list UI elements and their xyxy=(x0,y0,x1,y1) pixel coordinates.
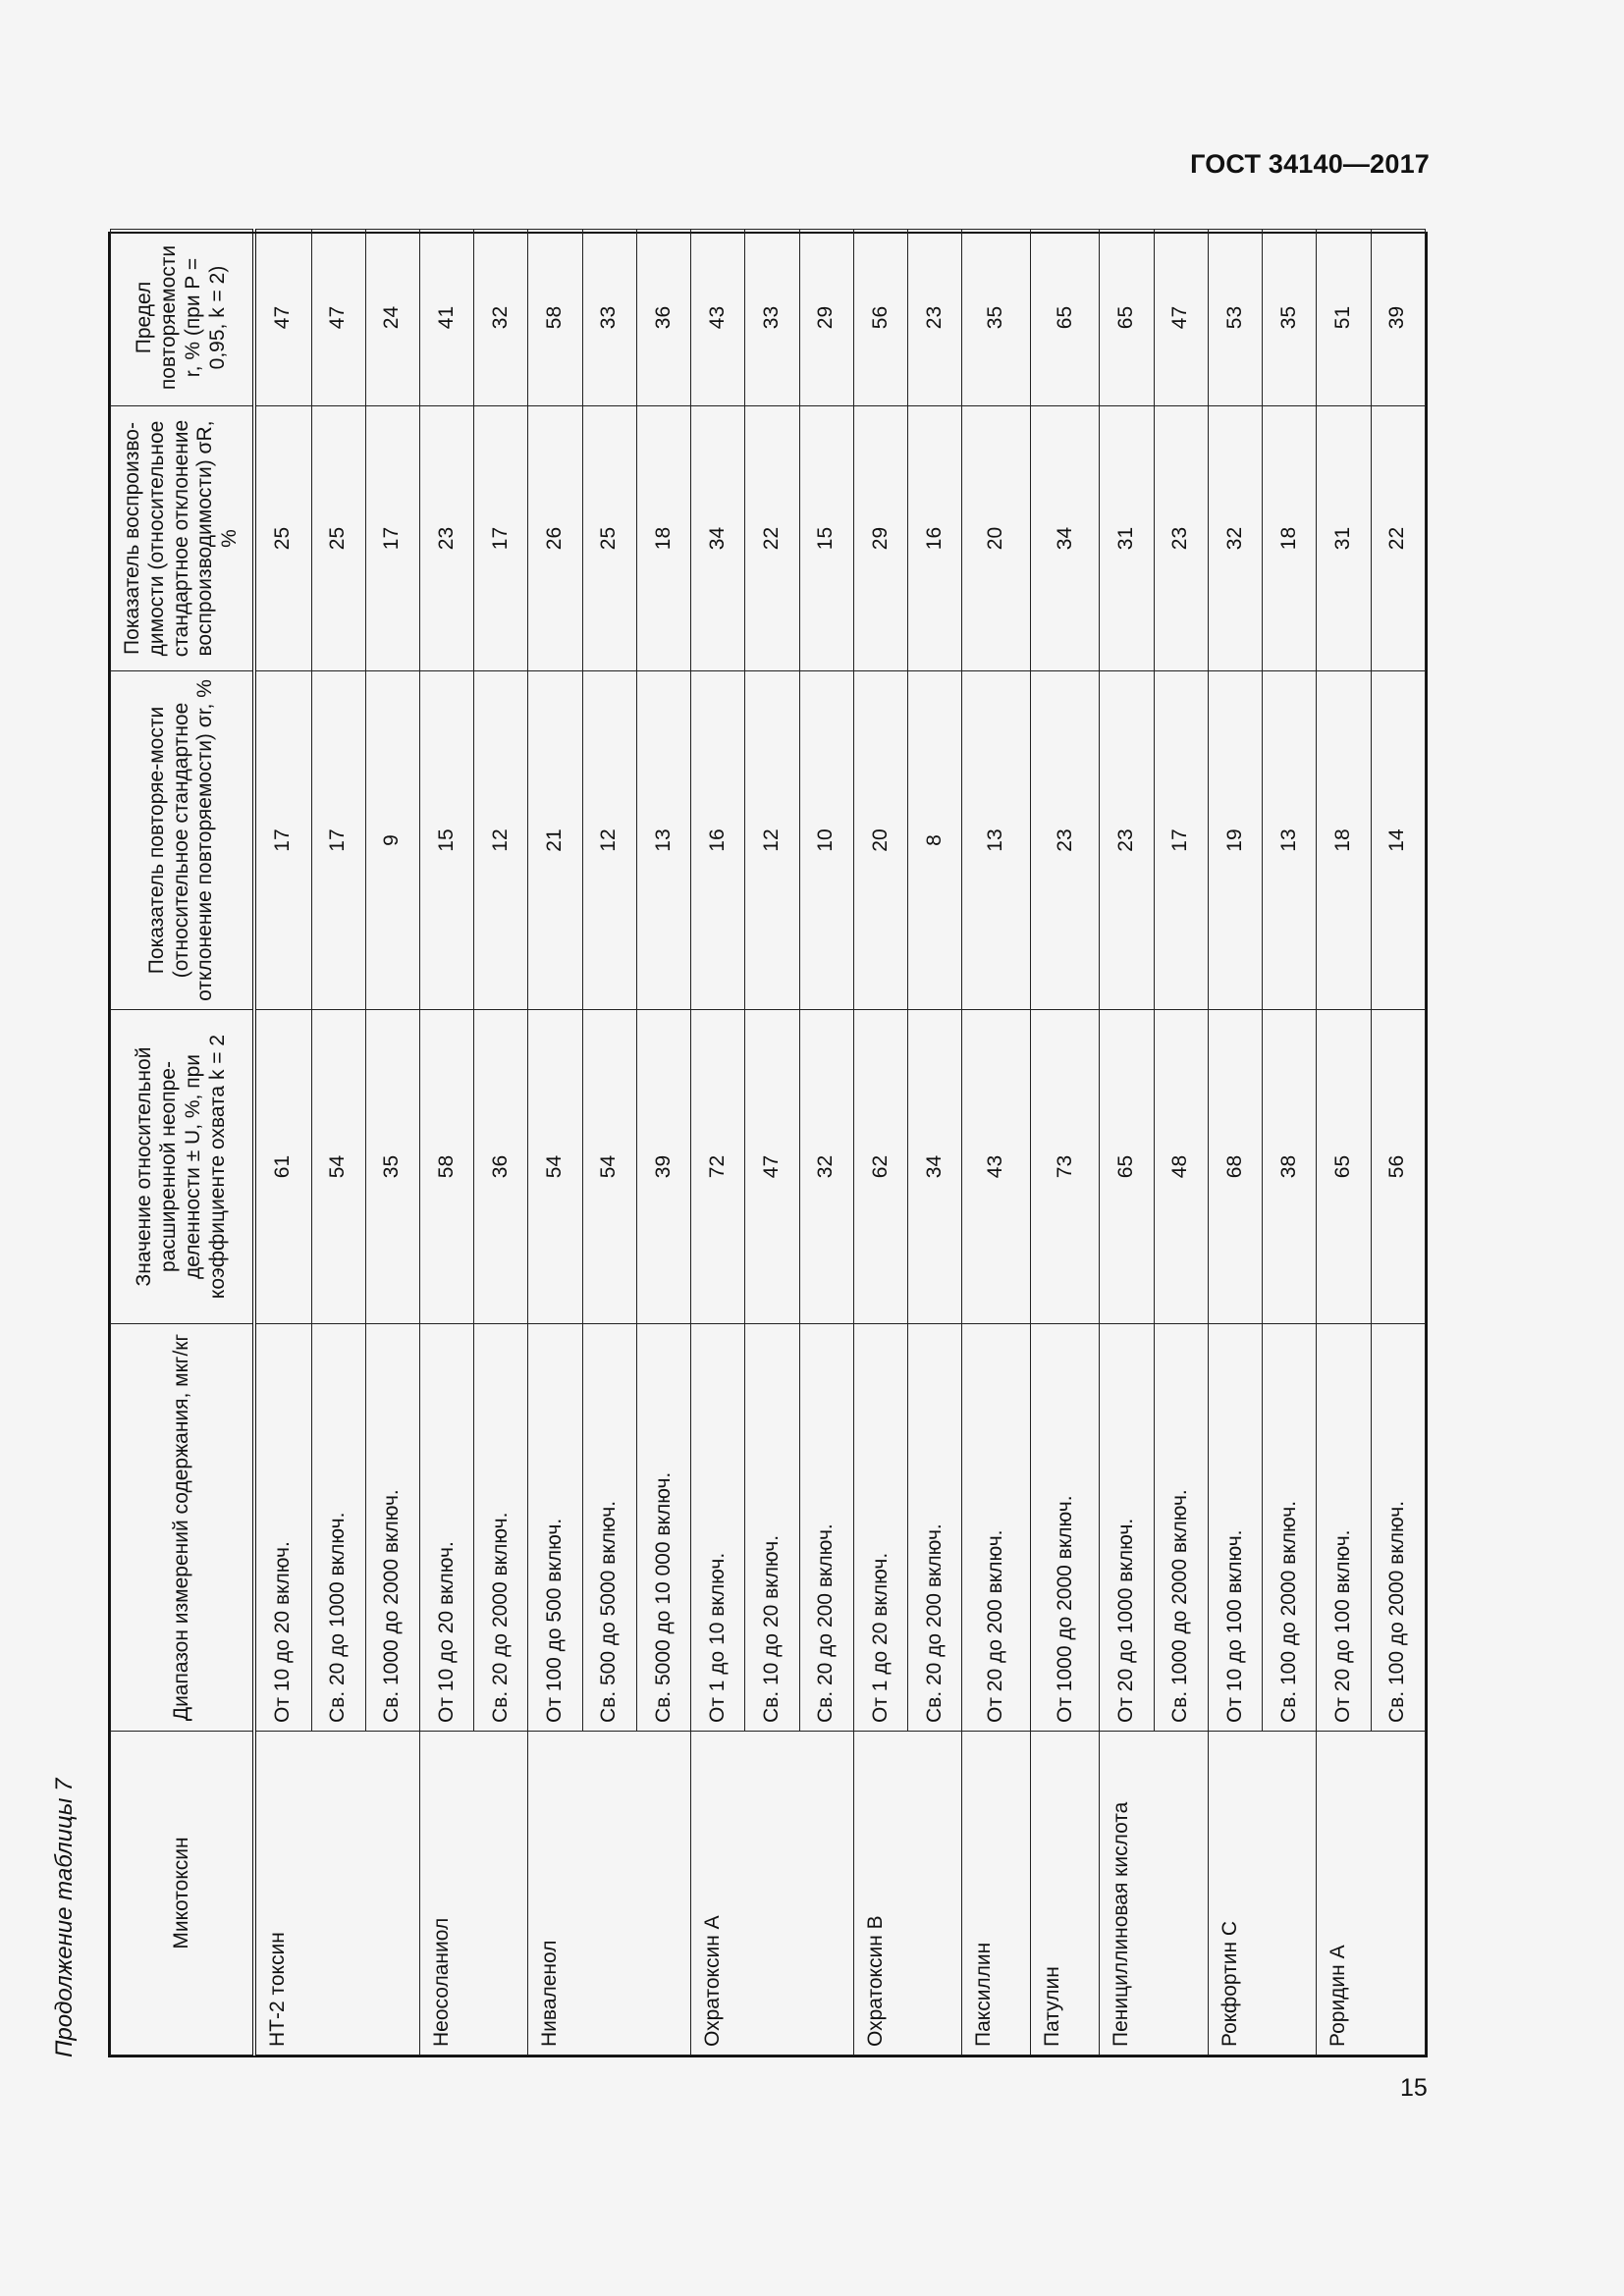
reproducibility-index-cell: 18 xyxy=(1263,406,1317,671)
uncertainty-cell: 34 xyxy=(908,1010,962,1324)
reproducibility-index-cell: 34 xyxy=(1031,406,1100,671)
range-cell: Св. 100 до 2000 включ. xyxy=(1263,1324,1317,1732)
uncertainty-cell: 65 xyxy=(1100,1010,1154,1324)
reproducibility-index-cell: 29 xyxy=(853,406,907,671)
page-number: 15 xyxy=(1400,2074,1428,2102)
range-cell: От 20 до 100 включ. xyxy=(1317,1324,1371,1732)
range-cell: Св. 20 до 2000 включ. xyxy=(474,1324,528,1732)
mycotoxin-name: Охратоксин А xyxy=(691,1732,854,2056)
range-cell: Св. 1000 до 2000 включ. xyxy=(1154,1324,1208,1732)
repeatability-limit-cell: 24 xyxy=(365,230,419,406)
mycotoxin-table xyxy=(110,229,1426,2056)
mycotoxin-name: Пенициллиновая кислота xyxy=(1100,1732,1208,2056)
table-header-row xyxy=(111,230,255,2056)
table-row xyxy=(419,230,473,2056)
repeatability-index-cell: 17 xyxy=(311,671,365,1010)
range-cell: От 10 до 20 включ. xyxy=(254,1324,311,1732)
table-row xyxy=(853,230,907,2056)
table-row xyxy=(1208,230,1262,2056)
range-cell: От 20 до 1000 включ. xyxy=(1100,1324,1154,1732)
uncertainty-cell: 54 xyxy=(582,1010,636,1324)
reproducibility-index-cell: 25 xyxy=(311,406,365,671)
uncertainty-cell: 68 xyxy=(1208,1010,1262,1324)
repeatability-limit-cell: 41 xyxy=(419,230,473,406)
reproducibility-index-cell: 25 xyxy=(254,406,311,671)
header-repeatability-limit: Предел повторяемости r, % (при P = 0,95, k = 2) xyxy=(111,230,255,406)
repeatability-limit-cell: 33 xyxy=(582,230,636,406)
table-caption: Продолжение таблицы 7 xyxy=(51,1778,78,2057)
reproducibility-index-cell: 26 xyxy=(528,406,582,671)
range-cell: От 1000 до 2000 включ. xyxy=(1031,1324,1100,1732)
repeatability-index-cell: 20 xyxy=(853,671,907,1010)
mycotoxin-name: Охратоксин В xyxy=(853,1732,961,2056)
range-cell: Св. 5000 до 10 000 включ. xyxy=(636,1324,690,1732)
uncertainty-cell: 36 xyxy=(474,1010,528,1324)
repeatability-index-cell: 18 xyxy=(1317,671,1371,1010)
reproducibility-index-cell: 32 xyxy=(1208,406,1262,671)
table-row xyxy=(1031,230,1100,2056)
repeatability-index-cell: 23 xyxy=(1031,671,1100,1010)
repeatability-limit-cell: 32 xyxy=(474,230,528,406)
repeatability-index-cell: 12 xyxy=(474,671,528,1010)
reproducibility-index-cell: 15 xyxy=(799,406,853,671)
range-cell: От 1 до 20 включ. xyxy=(853,1324,907,1732)
repeatability-limit-cell: 23 xyxy=(908,230,962,406)
table-row xyxy=(254,230,311,2056)
range-cell: Св. 20 до 200 включ. xyxy=(908,1324,962,1732)
repeatability-limit-cell: 47 xyxy=(311,230,365,406)
range-cell: Св. 20 до 200 включ. xyxy=(799,1324,853,1732)
range-cell: Св. 10 до 20 включ. xyxy=(745,1324,799,1732)
repeatability-limit-cell: 29 xyxy=(799,230,853,406)
table-row xyxy=(962,230,1031,2056)
repeatability-index-cell: 13 xyxy=(1263,671,1317,1010)
table-row xyxy=(691,230,745,2056)
table-row xyxy=(1100,230,1154,2056)
repeatability-index-cell: 19 xyxy=(1208,671,1262,1010)
range-cell: От 20 до 200 включ. xyxy=(962,1324,1031,1732)
range-cell: От 10 до 100 включ. xyxy=(1208,1324,1262,1732)
repeatability-limit-cell: 43 xyxy=(691,230,745,406)
repeatability-limit-cell: 47 xyxy=(1154,230,1208,406)
repeatability-index-cell: 8 xyxy=(908,671,962,1010)
repeatability-limit-cell: 51 xyxy=(1317,230,1371,406)
repeatability-index-cell: 17 xyxy=(1154,671,1208,1010)
repeatability-index-cell: 21 xyxy=(528,671,582,1010)
repeatability-index-cell: 13 xyxy=(636,671,690,1010)
repeatability-index-cell: 12 xyxy=(745,671,799,1010)
uncertainty-cell: 54 xyxy=(311,1010,365,1324)
mycotoxin-name: Неосоланиол xyxy=(419,1732,527,2056)
reproducibility-index-cell: 31 xyxy=(1317,406,1371,671)
repeatability-index-cell: 23 xyxy=(1100,671,1154,1010)
repeatability-limit-cell: 47 xyxy=(254,230,311,406)
repeatability-limit-cell: 35 xyxy=(962,230,1031,406)
reproducibility-index-cell: 22 xyxy=(745,406,799,671)
range-cell: От 1 до 10 включ. xyxy=(691,1324,745,1732)
repeatability-limit-cell: 56 xyxy=(853,230,907,406)
mycotoxin-name: Паксиллин xyxy=(962,1732,1031,2056)
reproducibility-index-cell: 23 xyxy=(419,406,473,671)
repeatability-index-cell: 12 xyxy=(582,671,636,1010)
uncertainty-cell: 56 xyxy=(1371,1010,1425,1324)
uncertainty-cell: 32 xyxy=(799,1010,853,1324)
mycotoxin-name: Роридин А xyxy=(1317,1732,1426,2056)
range-cell: Св. 500 до 5000 включ. xyxy=(582,1324,636,1732)
mycotoxin-name: Рокфортин С xyxy=(1208,1732,1316,2056)
uncertainty-cell: 39 xyxy=(636,1010,690,1324)
uncertainty-cell: 62 xyxy=(853,1010,907,1324)
table-row xyxy=(528,230,582,2056)
repeatability-index-cell: 14 xyxy=(1371,671,1425,1010)
mycotoxin-name: Патулин xyxy=(1031,1732,1100,2056)
repeatability-limit-cell: 58 xyxy=(528,230,582,406)
uncertainty-cell: 65 xyxy=(1317,1010,1371,1324)
repeatability-limit-cell: 33 xyxy=(745,230,799,406)
uncertainty-cell: 48 xyxy=(1154,1010,1208,1324)
uncertainty-cell: 43 xyxy=(962,1010,1031,1324)
repeatability-index-cell: 13 xyxy=(962,671,1031,1010)
table-frame xyxy=(108,232,1428,2057)
uncertainty-cell: 38 xyxy=(1263,1010,1317,1324)
reproducibility-index-cell: 20 xyxy=(962,406,1031,671)
header-mycotoxin: Микотоксин xyxy=(111,1732,255,2056)
uncertainty-cell: 47 xyxy=(745,1010,799,1324)
rotated-table-block xyxy=(51,232,1434,2057)
repeatability-limit-cell: 36 xyxy=(636,230,690,406)
range-cell: От 10 до 20 включ. xyxy=(419,1324,473,1732)
uncertainty-cell: 72 xyxy=(691,1010,745,1324)
repeatability-limit-cell: 65 xyxy=(1100,230,1154,406)
header-uncertainty: Значение относительной расширенной неопре-деленности ± U, %, при коэффициенте охвата k = 2 xyxy=(111,1010,255,1324)
reproducibility-index-cell: 16 xyxy=(908,406,962,671)
reproducibility-index-cell: 23 xyxy=(1154,406,1208,671)
repeatability-index-cell: 15 xyxy=(419,671,473,1010)
repeatability-limit-cell: 35 xyxy=(1263,230,1317,406)
document-code: ГОСТ 34140—2017 xyxy=(1190,149,1430,179)
reproducibility-index-cell: 22 xyxy=(1371,406,1425,671)
range-cell: Св. 20 до 1000 включ. xyxy=(311,1324,365,1732)
repeatability-index-cell: 9 xyxy=(365,671,419,1010)
reproducibility-index-cell: 17 xyxy=(365,406,419,671)
mycotoxin-name: Ниваленол xyxy=(528,1732,691,2056)
table-row xyxy=(1317,230,1371,2056)
header-repeatability-index: Показатель повторяе-мости (относительное стандартное отклонение повторяемости) σr, % xyxy=(111,671,255,1010)
repeatability-limit-cell: 53 xyxy=(1208,230,1262,406)
repeatability-limit-cell: 39 xyxy=(1371,230,1425,406)
range-cell: От 100 до 500 включ. xyxy=(528,1324,582,1732)
range-cell: Св. 100 до 2000 включ. xyxy=(1371,1324,1425,1732)
repeatability-limit-cell: 65 xyxy=(1031,230,1100,406)
reproducibility-index-cell: 17 xyxy=(474,406,528,671)
range-cell: Св. 1000 до 2000 включ. xyxy=(365,1324,419,1732)
header-range: Диапазон измерений содержания, мкг/кг xyxy=(111,1324,255,1732)
repeatability-index-cell: 16 xyxy=(691,671,745,1010)
repeatability-index-cell: 17 xyxy=(254,671,311,1010)
uncertainty-cell: 61 xyxy=(254,1010,311,1324)
uncertainty-cell: 58 xyxy=(419,1010,473,1324)
table-body xyxy=(254,230,1426,2056)
reproducibility-index-cell: 31 xyxy=(1100,406,1154,671)
uncertainty-cell: 73 xyxy=(1031,1010,1100,1324)
repeatability-index-cell: 10 xyxy=(799,671,853,1010)
header-reproducibility-index: Показатель воспроизво-димости (относительное стандартное отклонение воспроизводимости) σR, % xyxy=(111,406,255,671)
reproducibility-index-cell: 34 xyxy=(691,406,745,671)
mycotoxin-name: НТ-2 токсин xyxy=(254,1732,419,2056)
reproducibility-index-cell: 18 xyxy=(636,406,690,671)
uncertainty-cell: 35 xyxy=(365,1010,419,1324)
uncertainty-cell: 54 xyxy=(528,1010,582,1324)
reproducibility-index-cell: 25 xyxy=(582,406,636,671)
